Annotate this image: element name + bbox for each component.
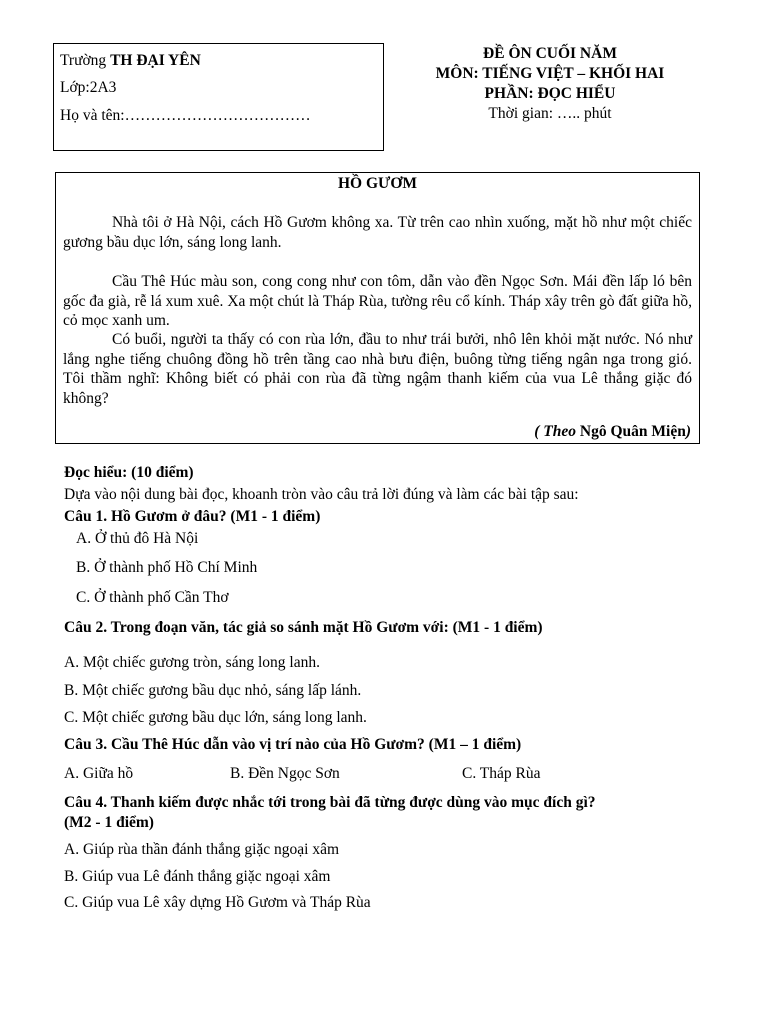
question-1-option-b[interactable]: B. Ở thành phố Hồ Chí Minh [76,559,258,576]
question-2: Câu 2. Trong đoạn văn, tác giả so sánh mặt Hồ Gươm với: (M1 - 1 điểm) [64,619,543,636]
question-3-option-a[interactable]: A. Giữa hồ [64,765,134,782]
question-1: Câu 1. Hồ Gươm ở đâu? (M1 - 1 điểm) [64,508,321,525]
exam-section: PHẦN: ĐỌC HIỂU [484,85,616,102]
reading-instruction: Dựa vào nội dung bài đọc, khoanh tròn vào câu trả lời đúng và làm các bài tập sau: [64,486,579,503]
question-4: Câu 4. Thanh kiếm được nhắc tới trong bài đã từng được dùng vào mục đích gì? [64,794,596,811]
question-2-option-b[interactable]: B. Một chiếc gương bầu dục nhỏ, sáng lấp lánh. [64,682,362,699]
question-4-option-b[interactable]: B. Giúp vua Lê đánh thắng giặc ngoại xâm [64,868,331,885]
class-line: Lớp:2A3 [60,79,117,96]
passage-credit [534,423,691,441]
student-name-line: Họ và tên:……………………………… [60,107,311,124]
school-name: TH ĐẠI YÊN [110,52,201,69]
credit-suffix: ) [685,423,691,440]
question-3-option-c[interactable]: C. Tháp Rùa [462,765,541,782]
passage-title: HỒ GƯƠM [337,175,418,192]
question-1-option-c[interactable]: C. Ở thành phố Cần Thơ [76,589,229,606]
reading-heading: Đọc hiểu: (10 điểm) [64,464,194,481]
credit-prefix: ( Theo [534,423,577,440]
question-3-option-b[interactable]: B. Đền Ngọc Sơn [230,765,340,782]
exam-title: ĐỀ ÔN CUỐI NĂM [483,45,617,62]
passage-paragraph-1: Nhà tôi ở Hà Nội, cách Hồ Gươm không xa. Từ trên cao nhìn xuống, mặt hồ như một chiếc gương bầu dục lớn, sáng long lanh. [63,214,692,251]
student-info-box [53,43,384,151]
question-4-option-a[interactable]: A. Giúp rùa thần đánh thắng giặc ngoại xâm [64,841,340,858]
credit-author: Ngô Quân Miện [576,423,686,440]
question-4-option-c[interactable]: C. Giúp vua Lê xây dựng Hồ Gươm và Tháp Rùa [64,894,371,911]
question-1-option-a[interactable]: A. Ở thủ đô Hà Nội [76,530,199,547]
passage-paragraph-2: Cầu Thê Húc màu son, cong cong như con tôm, dẫn vào đền Ngọc Sơn. Mái đền lấp ló bên gốc đa già, rễ lá xum xuê. Xa một chút là Tháp Rùa, tường rêu cổ kính. Tháp xây trên gò đất giữa hồ, cỏ mọc xanh um. [63,273,692,329]
question-2-option-c[interactable]: C. Một chiếc gương bầu dục lớn, sáng long lanh. [64,709,367,726]
exam-subject: MÔN: TIẾNG VIỆT – KHỐI HAI [435,65,665,82]
exam-header [400,44,700,124]
passage-paragraph-3: Có buổi, người ta thấy có con rùa lớn, đầu to như trái bưởi, nhô lên khỏi mặt nước. Nó như lắng nghe tiếng chuông đồng hồ trên tầng cao nhà bưu điện, buông từng tiếng ngân nga trong gió. Tôi thầm nghĩ: Không biết có phải con rùa đã từng ngậm thanh kiếm của vua Lê thắng giặc đó không? [63,331,692,407]
reading-passage-box [55,172,700,444]
question-4-level: (M2 - 1 điểm) [64,814,154,831]
school-label: Trường [60,52,111,69]
school-line [60,52,201,70]
question-2-option-a[interactable]: A. Một chiếc gương tròn, sáng long lanh. [64,654,320,671]
question-3: Câu 3. Cầu Thê Húc dẫn vào vị trí nào của Hồ Gươm? (M1 – 1 điểm) [64,736,522,753]
exam-time: Thời gian: ….. phút [488,105,612,122]
